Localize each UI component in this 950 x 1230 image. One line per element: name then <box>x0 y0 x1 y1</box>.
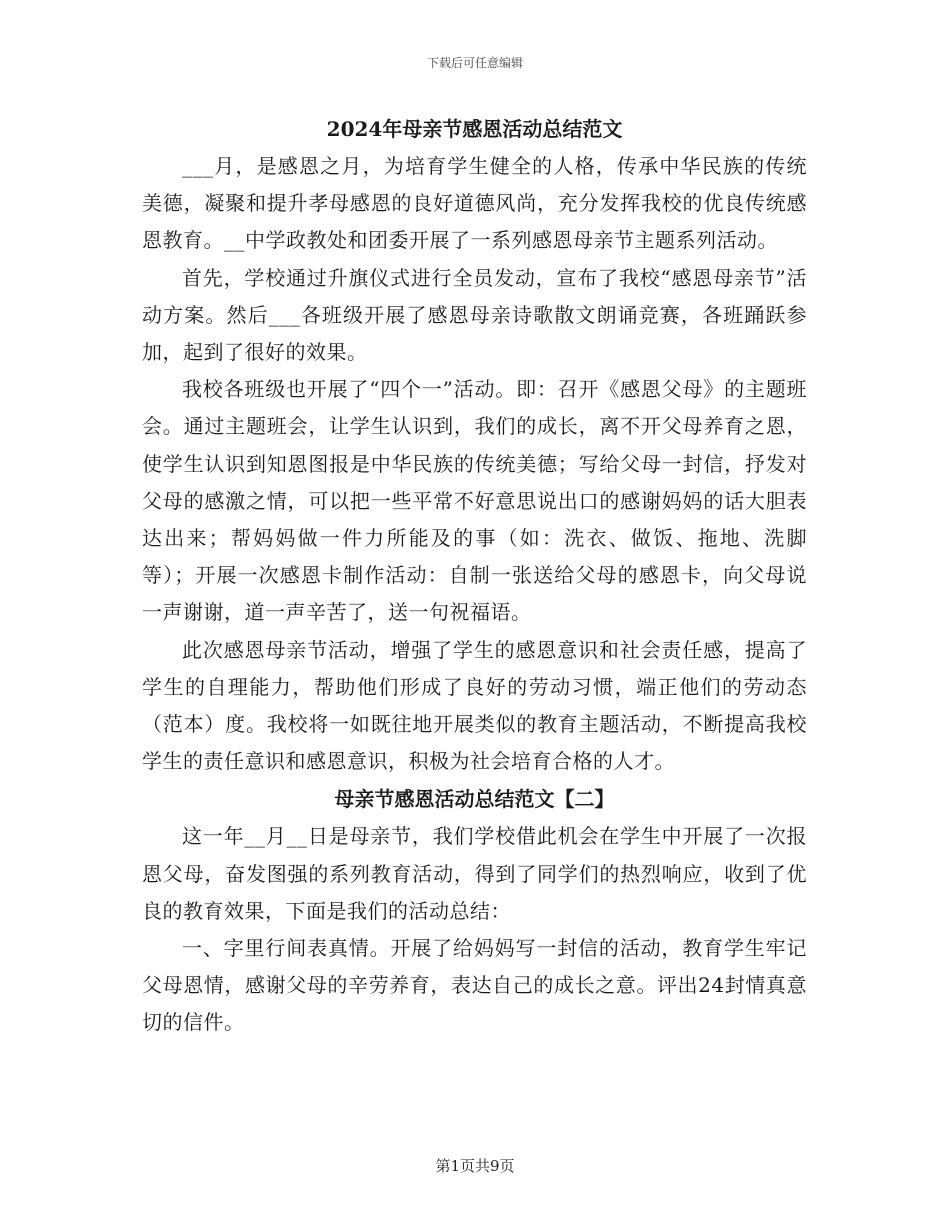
page-header-note: 下载后可任意编辑 <box>426 56 523 70</box>
paragraph-6: 一、字里行间表真情。开展了给妈妈写一封信的活动，教育学生牢记父母恩情，感谢父母的辛劳养育，表达自己的成长之意。评出24封情真意切的信件。 <box>142 936 807 1035</box>
page-number-footer: 第1页共9页 <box>435 1157 515 1175</box>
document-title: 2024年母亲节感恩活动总结范文 <box>326 117 623 141</box>
paragraph-3: 我校各班级也开展了“四个一”活动。即：召开《感恩父母》的主题班会。通过主题班会，让学生认识到，我们的成长，离不开父母养育之恩，使学生认识到知恩图报是中华民族的传统美德；写给父母一封信，抒发对父母的感激之情，可以把一些平常不好意思说出口的感谢妈妈的话大胆表达出来；帮妈妈做一件力所能及的事（如：洗衣、做饭、拖地、洗脚等）；开展一次感恩卡制作活动：自制一张送给父母的感恩卡，向父母说一声谢谢，道一声辛苦了，送一句祝福语。 <box>142 377 807 625</box>
document-body <box>142 110 807 1042</box>
section-title: 母亲节感恩活动总结范文【二】 <box>334 787 615 812</box>
paragraph-1: ___月，是感恩之月，为培育学生健全的人格，传承中华民族的传统美德，凝聚和提升孝母感恩的良好道德风尚，充分发挥我校的优良传统感恩教育。__中学政教处和团委开展了一系列感恩母亲节主题系列活动。 <box>142 154 807 253</box>
paragraph-2: 首先，学校通过升旗仪式进行全员发动，宣布了我校“感恩母亲节”活动方案。然后___各班级开展了感恩母亲诗歌散文朗诵竞赛，各班踊跃参加，起到了很好的效果。 <box>142 265 807 365</box>
paragraph-4: 此次感恩母亲节活动，增强了学生的感恩意识和社会责任感，提高了学生的自理能力，帮助他们形成了良好的劳动习惯，端正他们的劳动态（范本）度。我校将一如既往地开展类似的教育主题活动，不断提高我校学生的责任意识和感恩意识，积极为社会培育合格的人才。 <box>142 637 807 774</box>
paragraph-5: 这一年__月__日是母亲节，我们学校借此机会在学生中开展了一次报恩父母，奋发图强的系列教育活动，得到了同学们的热烈响应，收到了优良的教育效果，下面是我们的活动总结： <box>142 824 807 923</box>
